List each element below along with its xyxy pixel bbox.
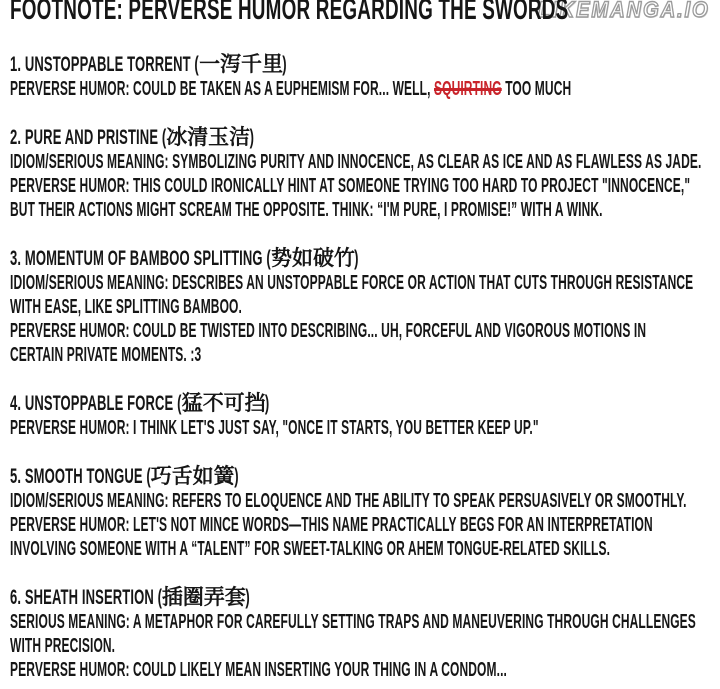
section-line: SERIOUS MEANING: A METAPHOR FOR CAREFULLY SETTING TRAPS AND MANEUVERING THROUGH CHALLENGES (10, 611, 696, 633)
section-heading: 3. MOMENTUM OF BAMBOO SPLITTING (势如破竹) (10, 247, 359, 270)
line-text: PERVERSE HUMOR: COULD BE TAKEN AS A EUPHEMISM FOR... WELL, (10, 78, 434, 100)
section-unstoppable-force (10, 392, 720, 440)
section-line: IDIOM/SERIOUS MEANING: SYMBOLIZING PURITY AND INNOCENCE, AS CLEAR AS ICE AND AS FLAWLESS AS JADE. (10, 151, 702, 173)
section-pure-and-pristine (10, 126, 720, 222)
section-line: INVOLVING SOMEONE WITH A “TALENT” FOR SWEET-TALKING OR AHEM TONGUE-RELATED SKILLS. (10, 538, 611, 560)
section-heading: 5. SMOOTH TONGUE (巧舌如簧) (10, 465, 239, 488)
section-unstoppable-torrent (10, 53, 720, 101)
section-line: BUT THEIR ACTIONS MIGHT SCREAM THE OPPOSITE. THINK: “I'M PURE, I PROMISE!” WITH A WINK. (10, 199, 603, 221)
footnote-sections (10, 53, 720, 682)
section-heading: 1. UNSTOPPABLE TORRENT (一泻千里) (10, 53, 287, 76)
section-line: PERVERSE HUMOR: COULD LIKELY MEAN INSERTING YOUR THING IN A CONDOM... (10, 659, 507, 681)
section-heading: 6. SHEATH INSERTION (插圈弄套) (10, 586, 250, 609)
site-watermark: LIKEMANGA.IO (538, 0, 710, 22)
section-line: IDIOM/SERIOUS MEANING: REFERS TO ELOQUENCE AND THE ABILITY TO SPEAK PERSUASIVELY OR SMOOTHLY. (10, 490, 687, 512)
section-smooth-tongue (10, 465, 720, 561)
page-title: FOOTNOTE: PERVERSE HUMOR REGARDING THE SWORDS (10, 0, 569, 26)
section-line (10, 77, 571, 101)
section-line: CERTAIN PRIVATE MOMENTS. :3 (10, 344, 202, 366)
section-line: PERVERSE HUMOR: THIS COULD IRONICALLY HINT AT SOMEONE TRYING TOO HARD TO PROJECT "INNOCENCE," (10, 175, 691, 197)
section-line: PERVERSE HUMOR: LET'S NOT MINCE WORDS—THIS NAME PRACTICALLY BEGS FOR AN INTERPRETATION (10, 514, 653, 536)
section-line: PERVERSE HUMOR: COULD BE TWISTED INTO DESCRIBING... UH, FORCEFUL AND VIGOROUS MOTIONS IN (10, 320, 647, 342)
section-line: PERVERSE HUMOR: I THINK LET'S JUST SAY, "ONCE IT STARTS, YOU BETTER KEEP UP." (10, 417, 539, 439)
section-line: IDIOM/SERIOUS MEANING: DESCRIBES AN UNSTOPPABLE FORCE OR ACTION THAT CUTS THROUGH RESISTANCE (10, 272, 694, 294)
section-heading: 4. UNSTOPPABLE FORCE (猛不可挡) (10, 392, 270, 415)
line-text: TOO MUCH (501, 78, 572, 100)
section-line: WITH PRECISION. (10, 635, 116, 657)
section-line: WITH EASE, LIKE SPLITTING BAMBOO. (10, 296, 242, 318)
section-sheath-insertion (10, 586, 720, 682)
section-bamboo-splitting (10, 247, 720, 367)
struck-word: SQUIRTING (433, 78, 502, 100)
section-heading: 2. PURE AND PRISTINE (冰清玉洁) (10, 126, 255, 149)
